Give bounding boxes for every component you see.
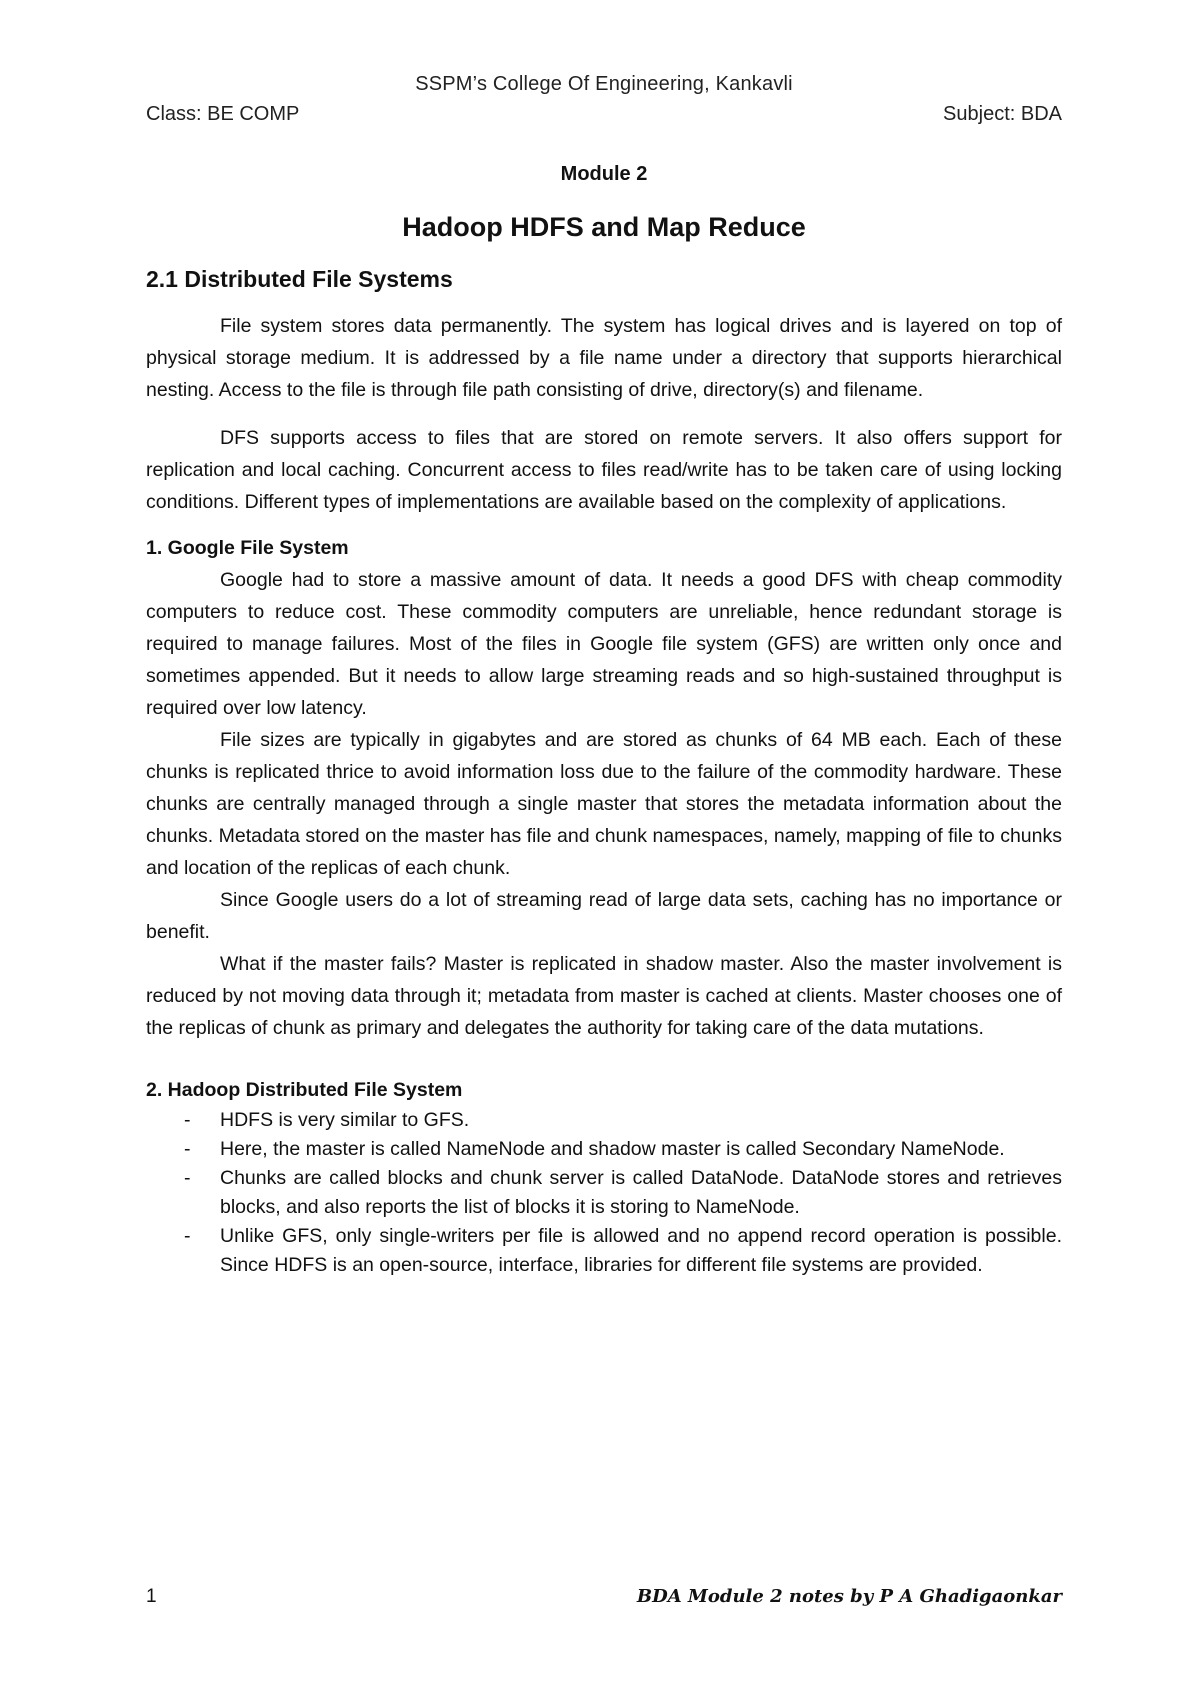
list-item [146,1222,1062,1280]
section-heading: 2.1 Distributed File Systems [146,266,453,292]
paragraph: File sizes are typically in gigabytes and are stored as chunks of 64 MB each. Each of these chunks is replicated thrice to avoid information loss due to the failure of the commodity hardware. These chunks are centrally managed through a single master that stores the metadata information about the chunks. Metadata stored on the master has file and chunk namespaces, namely, mapping of file to chunks and location of the replicas of each chunk. [146,729,1062,879]
dash-bullet: - [184,1138,191,1160]
list-item-text: Here, the master is called NameNode and shadow master is called Secondary NameNode. [220,1138,1005,1160]
hdfs-heading: 2. Hadoop Distributed File System [146,1079,463,1101]
college-header: SSPM’s College Of Engineering, Kankavli [415,73,793,95]
list-item-text: HDFS is very similar to GFS. [220,1109,470,1131]
paragraph: What if the master fails? Master is replicated in shadow master. Also the master involvement is reduced by not moving data through it; metadata from master is cached at clients. Master chooses one of the replicas of chunk as primary and delegates the authority for taking care of the data mutations. [146,953,1062,1039]
hdfs-list [146,1106,1062,1280]
subject-label: Subject: BDA [943,103,1062,125]
page-number: 1 [146,1586,157,1607]
list-item [146,1135,1062,1164]
class-label: Class: BE COMP [146,103,300,125]
document-title: Hadoop HDFS and Map Reduce [402,212,806,242]
module-label: Module 2 [560,163,648,185]
dash-bullet: - [184,1167,191,1189]
gfs-heading: 1. Google File System [146,537,349,559]
page-content [146,70,1062,1280]
dash-bullet: - [184,1225,191,1247]
list-item [146,1164,1062,1222]
paragraph: File system stores data permanently. The system has logical drives and is layered on top of physical storage medium. It is addressed by a file name under a directory that supports hierarchical nesting. Access to the file is through file path consisting of drive, directory(s) and filename. [146,315,1062,401]
dash-bullet: - [184,1109,191,1131]
list-item-text: Unlike GFS, only single-writers per file is allowed and no append record operation is possible. Since HDFS is an open-source, interface, libraries for different file systems are provided. [220,1225,1062,1276]
class-subject-row [146,100,1062,128]
notes-credit: BDA Module 2 notes by P A Ghadigaonkar [636,1586,1062,1607]
paragraph: DFS supports access to files that are stored on remote servers. It also offers support for replication and local caching. Concurrent access to files read/write has to be taken care of using locking conditions. Different types of implementations are available based on the complexity of applications. [146,427,1062,513]
page-footer [146,1586,1062,1608]
paragraph: Since Google users do a lot of streaming read of large data sets, caching has no importance or benefit. [146,889,1062,943]
paragraph: Google had to store a massive amount of data. It needs a good DFS with cheap commodity computers to reduce cost. These commodity computers are unreliable, hence redundant storage is required to manage failures. Most of the files in Google file system (GFS) are written only once and sometimes appended. But it needs to allow large streaming reads and so high-sustained throughput is required over low latency. [146,569,1062,719]
list-item [146,1106,1062,1135]
list-item-text: Chunks are called blocks and chunk server is called DataNode. DataNode stores and retrieves blocks, and also reports the list of blocks it is storing to NameNode. [220,1167,1062,1218]
